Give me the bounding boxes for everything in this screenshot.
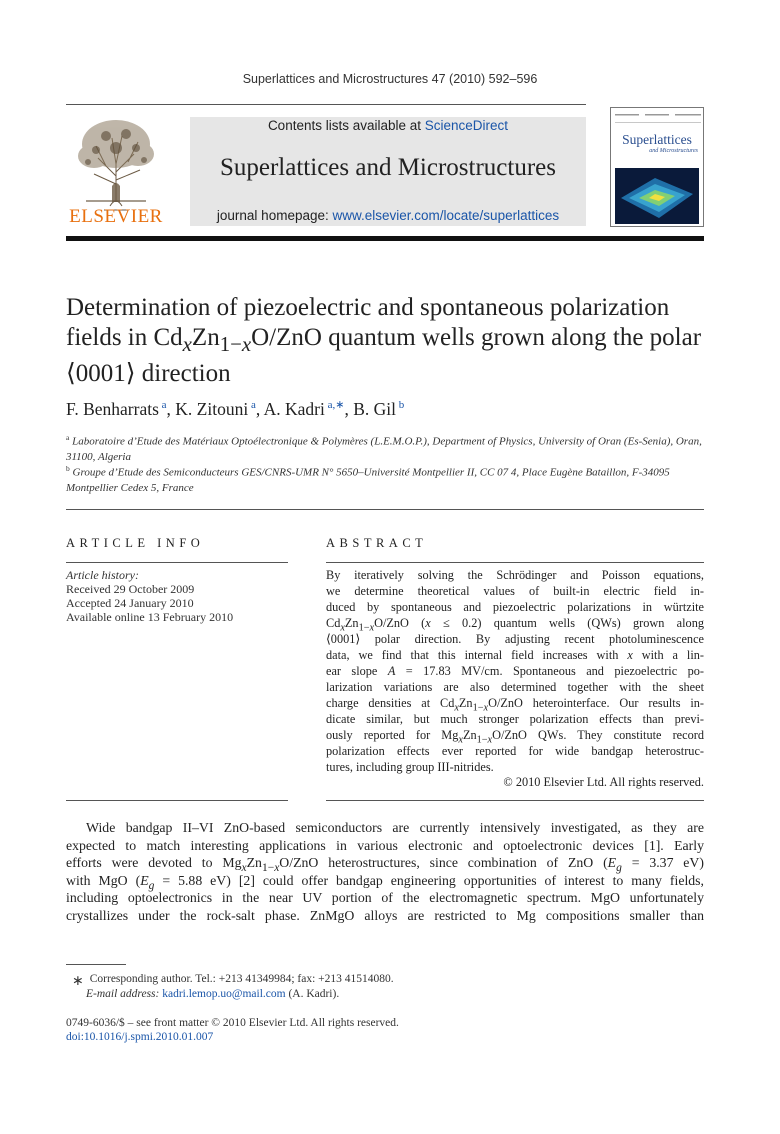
- affiliation-text: Laboratoire d’Etude des Matériaux Optoélectronique & Polymères (L.E.M.O.P.), Department of Physics, University of Oran (Es-Senia), Oran, 31100, Algeria: [66, 435, 702, 463]
- author: K. Zitouni: [175, 398, 249, 419]
- footnote-divider: [66, 964, 126, 965]
- publisher-wordmark: ELSEVIER: [69, 206, 163, 227]
- issn-copyright: 0749-6036/$ – see front matter © 2010 Elsevier Ltd. All rights reserved.: [66, 1017, 399, 1029]
- masthead-divider: [66, 236, 704, 241]
- author-affiliation-marker[interactable]: b: [396, 399, 405, 411]
- cover-header-lines: [615, 112, 701, 126]
- author-affiliation-marker[interactable]: a: [158, 399, 167, 411]
- abstract-line: duced by spontaneous and piezoelectric polarizations in würtzite: [326, 600, 704, 614]
- abstract-line: By iteratively solving the Schrödinger and Poisson equations,: [326, 568, 704, 582]
- history-online: Available online 13 February 2010: [66, 610, 234, 624]
- contents-prefix: Contents lists available at: [267, 118, 425, 133]
- affiliation-b: [66, 461, 706, 496]
- affiliation-text: Groupe d’Etude des Semiconducteurs GES/CNRS-UMR N° 5650–Université Montpellier II, CC 07 4, Place Eugène Bataillon, F-34095 Montpellier Cedex 5, France: [66, 466, 670, 494]
- abstract-line: ously reported for $Mg_xZn_{1-x}O$/ZnO QWs. They constitute record: [326, 728, 704, 746]
- cover-title: Superlattices: [622, 132, 692, 147]
- abstract-line: dicate similar, but much stronger polarization effects than previ-: [326, 712, 704, 726]
- author-affiliation-marker[interactable]: a,∗: [324, 399, 345, 411]
- history-received: Received 29 October 2009: [66, 582, 195, 596]
- email-suffix: (A. Kadri).: [285, 988, 340, 1000]
- article-history-title: Article history:: [66, 568, 139, 582]
- homepage-prefix: journal homepage:: [216, 208, 333, 223]
- author: B. Gil: [353, 398, 397, 419]
- email-note: [86, 988, 339, 1000]
- doi-link[interactable]: doi:10.1016/j.spmi.2010.01.007: [66, 1031, 214, 1043]
- abstract-bottom-divider: [326, 800, 704, 801]
- contents-availability: [190, 118, 586, 133]
- abstract-line: charge densities at $Cd_xZn_{1-x}O$/ZnO heterointerface. Our results in-: [326, 696, 704, 714]
- author: A. Kadri: [263, 398, 325, 419]
- top-divider: [66, 104, 586, 105]
- sciencedirect-link[interactable]: ScienceDirect: [424, 118, 509, 133]
- footnote-star: ∗: [72, 974, 84, 989]
- body-line: crystallizes under the rock-salt phase. ZnMgO alloys are restricted to Mg compositions smaller than: [66, 908, 704, 923]
- abstract-copyright: © 2010 Elsevier Ltd. All rights reserved.: [503, 775, 704, 789]
- body-line: with MgO ($E_g = 5.88$ eV) [2] could offer bandgap engineering opportunities of interest to many fields,: [66, 872, 704, 892]
- affiliation-a: [66, 430, 706, 465]
- abstract-line: ⟨0001⟩ polar direction. By adjusting recent photoluminescence: [326, 632, 704, 646]
- author-affiliation-marker[interactable]: a: [248, 399, 256, 411]
- abstract-line: $Cd_xZn_{1-x}O$/ZnO (x ≤ 0.2) quantum wells (QWs) grown along: [326, 616, 704, 634]
- author: F. Benharrats: [66, 398, 159, 419]
- history-accepted: Accepted 24 January 2010: [66, 596, 194, 610]
- abstract-line: larization variations are also determined together with the sheet: [326, 680, 704, 694]
- abstract-line: we determine theoretical values of built-in electric field in-: [326, 584, 704, 598]
- journal-title: Superlattices and Microstructures: [219, 154, 556, 181]
- corresponding-text: Corresponding author. Tel.: +213 41349984; fax: +213 41514080.: [89, 973, 394, 985]
- body-line: Wide bandgap II–VI ZnO-based semiconductors are currently intensively investigated, as they are: [86, 820, 704, 835]
- article-title: Determination of piezoelectric and spontaneous polarization fields in $Cd_xZn_{1-x}O$/ZnO quantum wells grown along the polar ⟨0001⟩ direction: [66, 294, 702, 387]
- cover-art-image: [615, 168, 699, 224]
- article-info-bottom-divider: [66, 800, 288, 801]
- abstract-divider: [326, 562, 704, 563]
- journal-homepage: [190, 208, 586, 223]
- article-info-heading: ARTICLE INFO: [66, 536, 205, 550]
- email-link[interactable]: kadri.lemop.uo@mail.com: [162, 988, 286, 1000]
- body-line: efforts were devoted to $Mg_xZn_{1-x}O$/ZnO heterostructures, since combination of ZnO ($E_g = 3.37$ eV): [66, 855, 704, 874]
- corresponding-author-note: [72, 970, 394, 987]
- journal-reference: Superlattices and Microstructures 47 (2010) 592–596: [242, 72, 538, 86]
- abstract-line: tures, including group III-nitrides.: [326, 760, 494, 774]
- abstract-line: data, we find that this internal field increases with x with a lin-: [326, 648, 704, 662]
- cover-subtitle: and Microstructures: [649, 148, 698, 154]
- abstract-line: ear slope A = 17.83 MV/cm. Spontaneous and piezoelectric po-: [326, 664, 704, 678]
- body-line: expected to match interesting applications in various electronic and optoelectronic devices [1]. Early: [66, 837, 704, 853]
- article-info-divider: [66, 562, 288, 563]
- body-line: including optoelectronics in the near UV portion of the electromagnetic spectrum. MgO unfortunately: [66, 890, 704, 906]
- abstract-line: polarization effects ever reported for wide bandgap heterostruc-: [326, 744, 704, 758]
- doi: [66, 1031, 213, 1043]
- email-label: E-mail address:: [86, 988, 160, 1000]
- author-list: F. Benharrats $^a$, K. Zitouni $^a$, A. Kadri $^{a,∗}$, B. Gil $^b$: [66, 398, 405, 419]
- affiliation-marker: a: [66, 433, 70, 442]
- abstract-heading: ABSTRACT: [326, 536, 428, 550]
- section-divider: [66, 509, 704, 510]
- journal-cover-image: [610, 107, 704, 227]
- homepage-link[interactable]: www.elsevier.com/locate/superlattices: [332, 208, 560, 223]
- affiliation-marker: b: [66, 464, 70, 473]
